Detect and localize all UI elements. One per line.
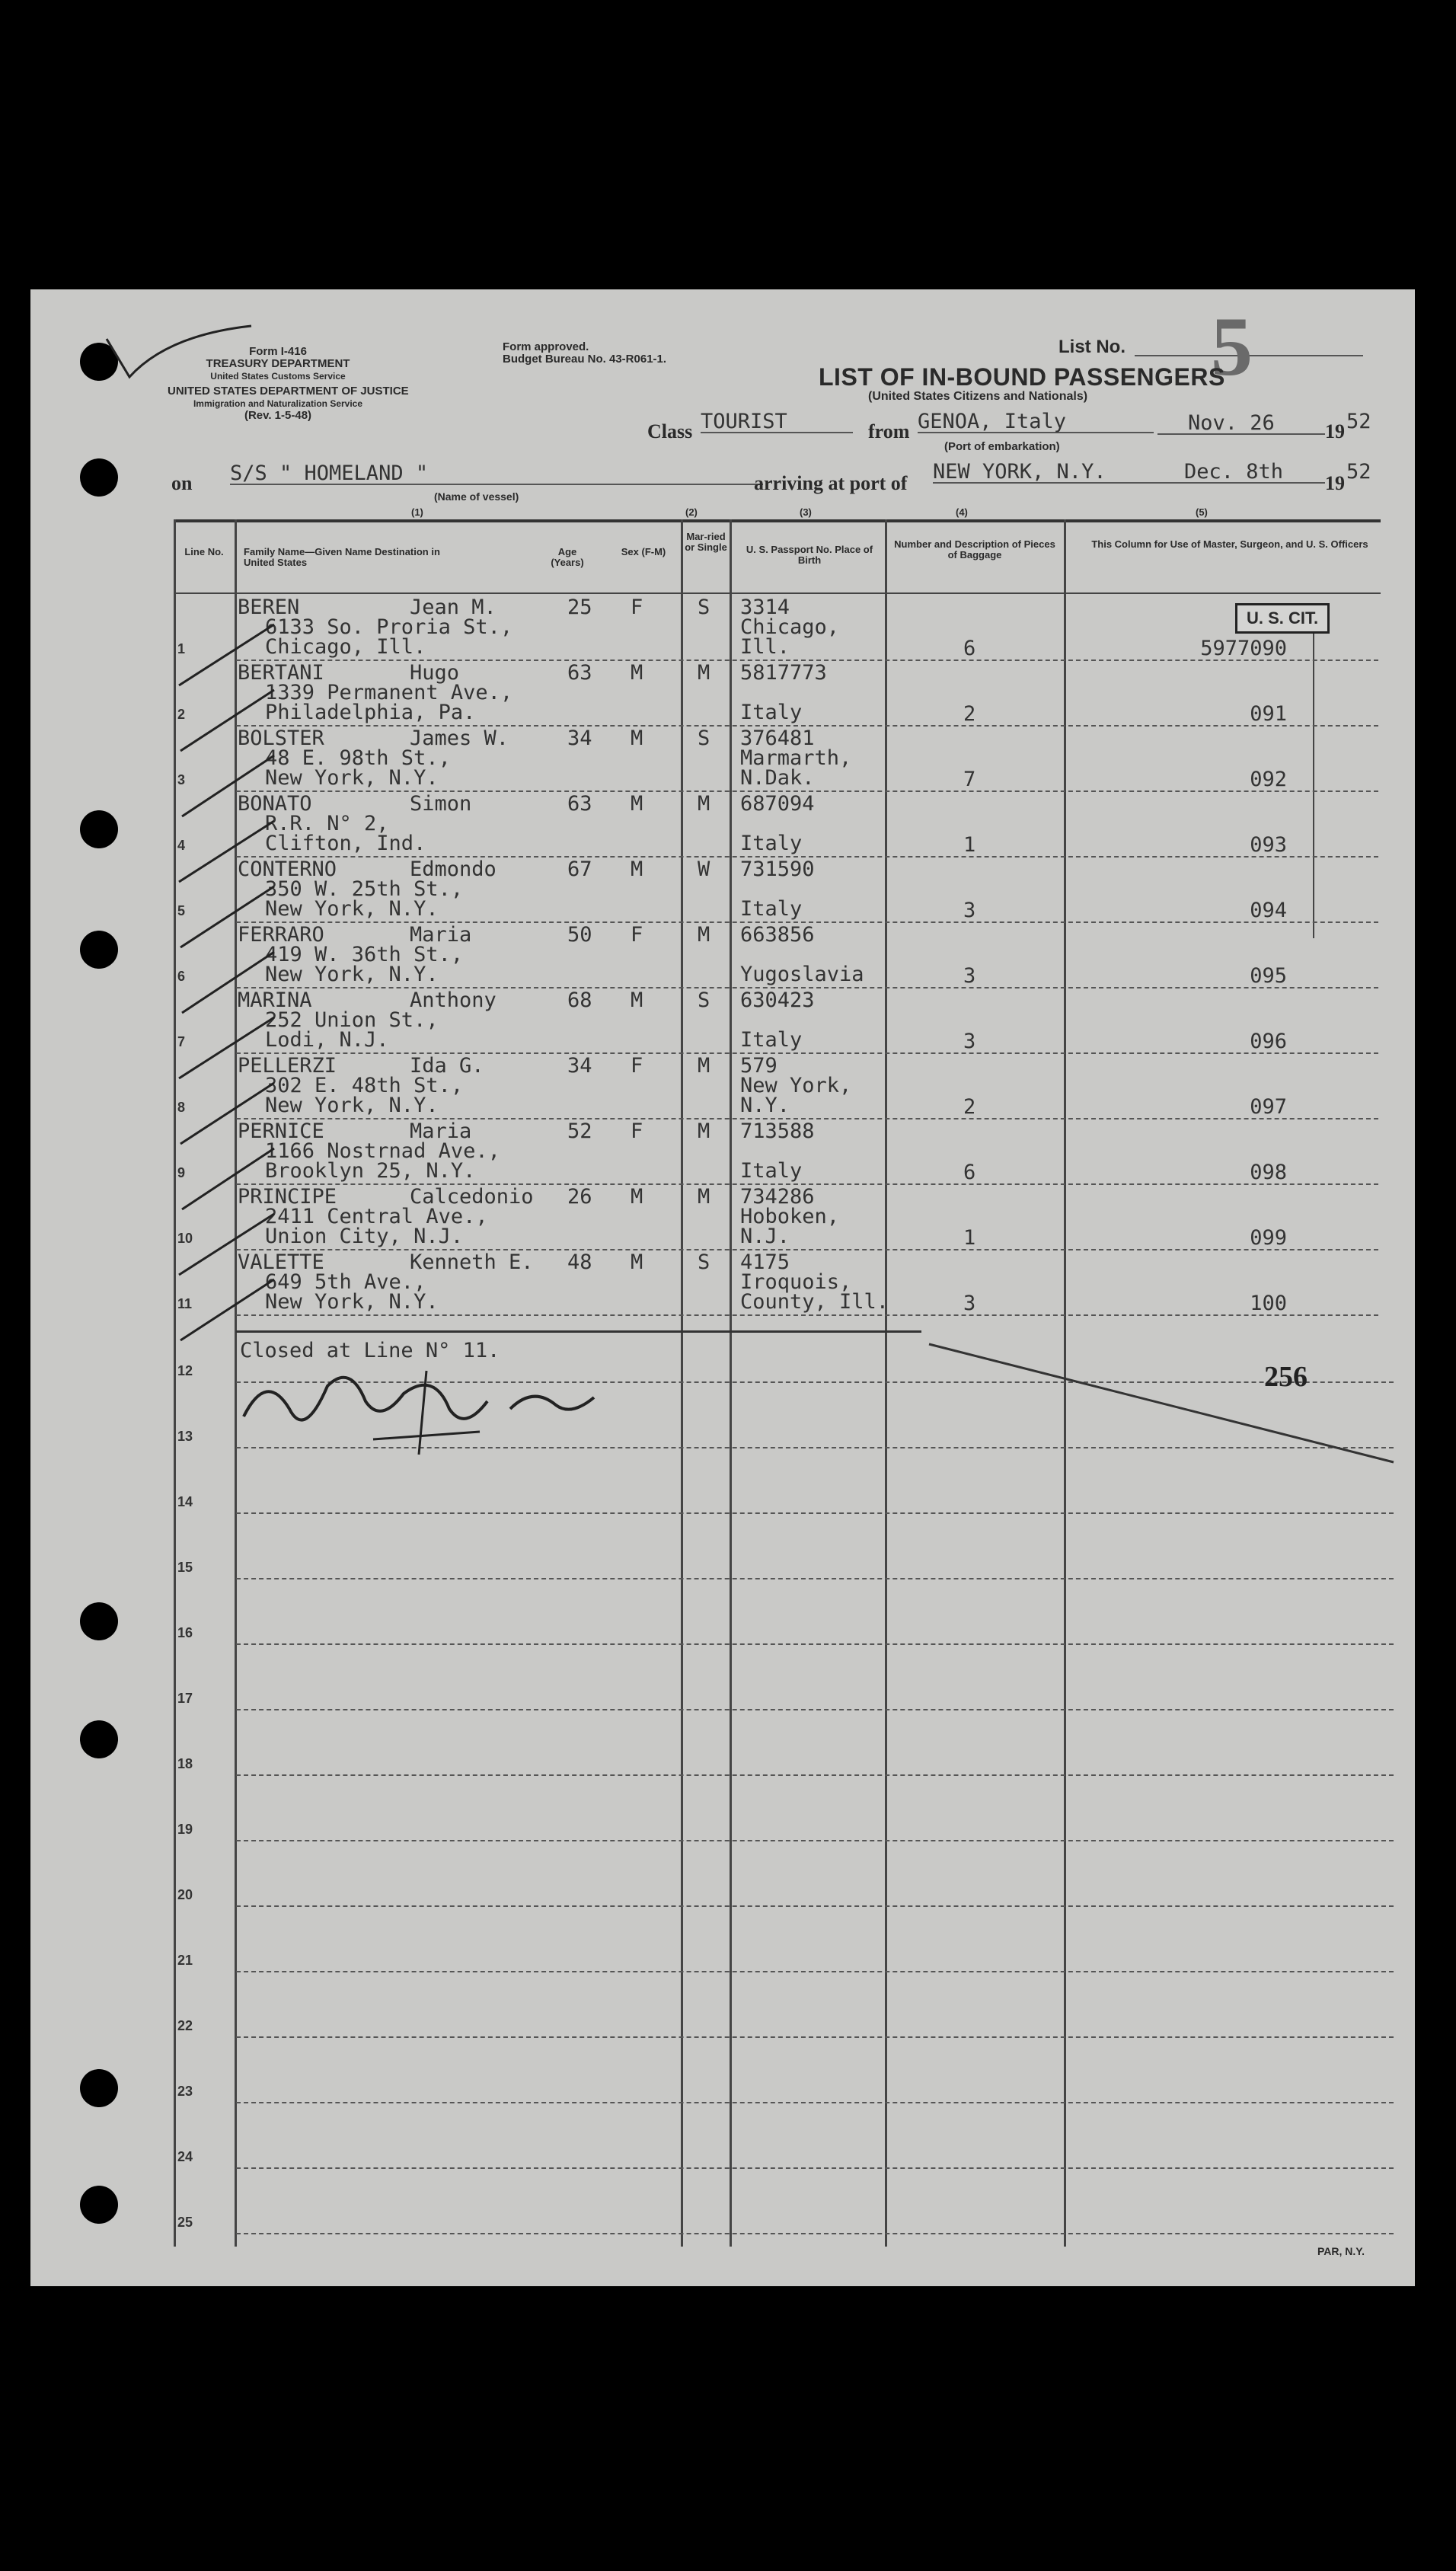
age: 67 bbox=[567, 858, 592, 881]
from-label: from bbox=[868, 420, 910, 442]
address-street: 649 5th Ave., bbox=[265, 1270, 426, 1294]
passport-number: 376481 bbox=[740, 727, 815, 750]
place-of-birth-1: Chicago, bbox=[740, 615, 840, 639]
line-number: 21 bbox=[177, 1953, 193, 1968]
sex: M bbox=[631, 1250, 643, 1274]
row-divider bbox=[236, 1643, 1394, 1645]
place-of-birth-2: Italy bbox=[740, 897, 803, 921]
arrival-port: NEW YORK, N.Y. bbox=[933, 462, 1161, 484]
given-name: Maria bbox=[410, 923, 472, 947]
family-name: BONATO bbox=[238, 792, 312, 816]
us-citizen-stamp: U. S. CIT. bbox=[1235, 603, 1330, 634]
officer-number: 092 bbox=[1250, 768, 1287, 791]
passport-number: 3314 bbox=[740, 596, 790, 619]
punch-hole bbox=[80, 458, 118, 497]
punch-hole bbox=[80, 2069, 118, 2107]
officer-number: 096 bbox=[1250, 1030, 1287, 1053]
address-city: Philadelphia, Pa. bbox=[265, 701, 476, 724]
col-num-4: (4) bbox=[956, 506, 968, 518]
passport-number: 5817773 bbox=[740, 661, 827, 685]
dept-justice: UNITED STATES DEPARTMENT OF JUSTICE bbox=[168, 385, 409, 398]
line-number: 3 bbox=[177, 772, 186, 787]
officer-number: 5977090 bbox=[1200, 637, 1287, 660]
col-num-5: (5) bbox=[1196, 506, 1208, 518]
family-name: PERNICE bbox=[238, 1119, 324, 1143]
officer-number: 097 bbox=[1250, 1095, 1287, 1119]
family-name: FERRARO bbox=[238, 923, 324, 947]
row-divider bbox=[236, 1578, 1394, 1579]
arriving-label: arriving at port of bbox=[754, 472, 908, 494]
place-of-birth-2: N.Dak. bbox=[740, 766, 815, 790]
place-of-birth-2: N.J. bbox=[740, 1225, 790, 1248]
line-number: 16 bbox=[177, 1625, 193, 1640]
header-sex: Sex (F-M) bbox=[621, 546, 666, 557]
passport-number: 663856 bbox=[740, 923, 815, 947]
family-name: VALETTE bbox=[238, 1250, 324, 1274]
list-no-label: List No. bbox=[1058, 337, 1126, 357]
arrival-date: Dec. 8th bbox=[1161, 462, 1325, 484]
age: 34 bbox=[567, 727, 592, 750]
address-street: 252 Union St., bbox=[265, 1008, 439, 1032]
address-street: 419 W. 36th St., bbox=[265, 943, 464, 966]
passport-number: 630423 bbox=[740, 988, 815, 1012]
form-sheet bbox=[30, 289, 1415, 2286]
handwritten-signature bbox=[236, 1356, 663, 1462]
line-number: 24 bbox=[177, 2149, 193, 2164]
age: 25 bbox=[567, 596, 592, 619]
given-name: Jean M. bbox=[410, 596, 497, 619]
line-number: 12 bbox=[177, 1363, 193, 1378]
line-number: 22 bbox=[177, 2018, 193, 2033]
age: 26 bbox=[567, 1185, 592, 1209]
passport-number: 713588 bbox=[740, 1119, 815, 1143]
address-street: 1339 Permanent Ave., bbox=[265, 681, 513, 704]
place-of-birth-1: Marmarth, bbox=[740, 746, 852, 770]
row-divider bbox=[236, 1249, 1378, 1250]
officer-number: 098 bbox=[1250, 1161, 1287, 1184]
given-name: James W. bbox=[410, 727, 509, 750]
line-number: 2 bbox=[177, 707, 186, 722]
row-divider bbox=[236, 1709, 1394, 1710]
baggage-count: 3 bbox=[963, 1030, 976, 1053]
sex: F bbox=[631, 596, 643, 619]
tally-mark bbox=[182, 1148, 274, 1209]
tally-mark bbox=[179, 624, 274, 685]
family-name: BEREN bbox=[238, 596, 300, 619]
given-name: Anthony bbox=[410, 988, 497, 1012]
baggage-count: 1 bbox=[963, 1226, 976, 1250]
marital-status: M bbox=[698, 923, 710, 947]
embark-year-prefix: 19 bbox=[1325, 420, 1345, 442]
address-street: 302 E. 48th St., bbox=[265, 1074, 464, 1097]
passport-number: 734286 bbox=[740, 1185, 815, 1209]
passport-number: 731590 bbox=[740, 858, 815, 881]
given-name: Edmondo bbox=[410, 858, 497, 881]
address-street: R.R. N° 2, bbox=[265, 812, 389, 835]
address-street: 1166 Nostrnad Ave., bbox=[265, 1139, 500, 1163]
age: 50 bbox=[567, 923, 592, 947]
family-name: CONTERNO bbox=[238, 858, 337, 881]
tally-mark bbox=[180, 1083, 274, 1144]
tally-mark bbox=[179, 1017, 274, 1078]
tally-mark bbox=[179, 821, 274, 882]
header-officers: This Column for Use of Master, Surgeon, and U. S. Officers bbox=[1091, 538, 1368, 550]
header-baggage: Number and Description of Pieces of Baggage bbox=[894, 538, 1055, 561]
sex: M bbox=[631, 661, 643, 685]
punch-hole bbox=[80, 810, 118, 848]
line-number: 7 bbox=[177, 1034, 186, 1049]
sex: M bbox=[631, 792, 643, 816]
address-city: Clifton, Ind. bbox=[265, 832, 426, 855]
sex: M bbox=[631, 858, 643, 881]
sex: M bbox=[631, 988, 643, 1012]
arrival-year-prefix: 19 bbox=[1325, 472, 1345, 494]
embark-port: GENOA, Italy bbox=[918, 411, 1154, 433]
row-divider bbox=[236, 1905, 1394, 1907]
officer-number: 100 bbox=[1250, 1292, 1287, 1315]
on-label: on bbox=[171, 472, 193, 494]
given-name: Calcedonio bbox=[410, 1185, 534, 1209]
line-number: 10 bbox=[177, 1231, 193, 1246]
list-subtitle: (United States Citizens and Nationals) bbox=[868, 390, 1088, 403]
address-city: New York, N.Y. bbox=[265, 766, 439, 790]
officer-number: 095 bbox=[1250, 964, 1287, 988]
marital-status: M bbox=[698, 661, 710, 685]
line-number: 5 bbox=[177, 903, 186, 918]
marital-status: S bbox=[698, 596, 710, 619]
embark-date: Nov. 26 bbox=[1157, 413, 1325, 435]
row-divider bbox=[236, 2233, 1394, 2234]
address-street: 6133 So. Proria St., bbox=[265, 615, 513, 639]
tally-mark bbox=[182, 952, 274, 1013]
family-name: BERTANI bbox=[238, 661, 324, 685]
passport-number: 687094 bbox=[740, 792, 815, 816]
tally-mark bbox=[180, 886, 274, 947]
header-line-no: Line No. bbox=[184, 546, 224, 557]
address-city: New York, N.Y. bbox=[265, 963, 439, 986]
class-label: Class bbox=[647, 420, 693, 442]
place-of-birth-1: New York, bbox=[740, 1074, 852, 1097]
form-number: Form I-416 bbox=[249, 345, 307, 358]
baggage-count: 3 bbox=[963, 1292, 976, 1315]
given-name: Maria bbox=[410, 1119, 472, 1143]
address-street: 48 E. 98th St., bbox=[265, 746, 451, 770]
address-street: 350 W. 25th St., bbox=[265, 877, 464, 901]
col-num-3: (3) bbox=[800, 506, 812, 518]
header-age: Age (Years) bbox=[551, 546, 584, 568]
officer-number: 091 bbox=[1250, 702, 1287, 726]
row-divider bbox=[236, 1971, 1394, 1972]
address-city: Chicago, Ill. bbox=[265, 635, 426, 659]
baggage-count: 2 bbox=[963, 1095, 976, 1119]
line-number: 20 bbox=[177, 1887, 193, 1902]
place-of-birth-2: N.Y. bbox=[740, 1094, 790, 1117]
tally-mark bbox=[179, 1214, 274, 1275]
marital-status: M bbox=[698, 792, 710, 816]
row-divider bbox=[236, 2167, 1394, 2169]
baggage-count: 6 bbox=[963, 1161, 976, 1184]
tally-marks bbox=[145, 579, 300, 1416]
form-revision: (Rev. 1-5-48) bbox=[244, 409, 312, 422]
marital-status: M bbox=[698, 1185, 710, 1209]
baggage-count: 3 bbox=[963, 964, 976, 988]
row-divider bbox=[236, 1512, 1394, 1514]
dept-justice-sub: Immigration and Naturalization Service bbox=[193, 398, 363, 409]
sex: M bbox=[631, 727, 643, 750]
sex: F bbox=[631, 923, 643, 947]
sex: F bbox=[631, 1054, 643, 1078]
age: 52 bbox=[567, 1119, 592, 1143]
place-of-birth-2: County, Ill. bbox=[740, 1290, 889, 1314]
baggage-count: 7 bbox=[963, 768, 976, 791]
age: 34 bbox=[567, 1054, 592, 1078]
passport-number: 4175 bbox=[740, 1250, 790, 1274]
address-city: Brooklyn 25, N.Y. bbox=[265, 1159, 476, 1183]
list-number: 5 bbox=[1211, 300, 1253, 393]
header-name: Family Name—Given Name Destination in United States bbox=[244, 546, 440, 568]
sex: F bbox=[631, 1119, 643, 1143]
line-number: 25 bbox=[177, 2215, 193, 2230]
line-number: 4 bbox=[177, 838, 186, 853]
punch-hole bbox=[80, 2186, 118, 2224]
given-name: Simon bbox=[410, 792, 472, 816]
line-number: 18 bbox=[177, 1756, 193, 1771]
age: 63 bbox=[567, 792, 592, 816]
header-married: Mar-ried or Single bbox=[685, 531, 727, 553]
row-divider bbox=[236, 1314, 1378, 1316]
marital-status: S bbox=[698, 727, 710, 750]
address-city: New York, N.Y. bbox=[265, 897, 439, 921]
closed-note: Closed at Line N° 11. bbox=[240, 1339, 500, 1362]
family-name: MARINA bbox=[238, 988, 312, 1012]
address-street: 2411 Central Ave., bbox=[265, 1205, 488, 1228]
place-of-birth-2: Yugoslavia bbox=[740, 963, 864, 986]
place-of-birth-1: Hoboken, bbox=[740, 1205, 840, 1228]
sex: M bbox=[631, 1185, 643, 1209]
address-city: Lodi, N.J. bbox=[265, 1028, 389, 1052]
header-passport: U. S. Passport No. Place of Birth bbox=[746, 544, 873, 566]
dept-treasury: TREASURY DEPARTMENT bbox=[206, 357, 350, 370]
line-number: 11 bbox=[177, 1296, 193, 1311]
address-city: New York, N.Y. bbox=[265, 1094, 439, 1117]
given-name: Kenneth E. bbox=[410, 1250, 534, 1274]
line-number: 9 bbox=[177, 1165, 186, 1180]
row-divider bbox=[236, 2036, 1394, 2038]
total-count: 256 bbox=[1264, 1361, 1308, 1393]
given-name: Hugo bbox=[410, 661, 460, 685]
tally-mark bbox=[180, 690, 274, 751]
punch-hole bbox=[80, 1602, 118, 1640]
given-name: Ida G. bbox=[410, 1054, 484, 1078]
line-number: 13 bbox=[177, 1429, 193, 1444]
place-of-birth-2: Italy bbox=[740, 1028, 803, 1052]
dept-treasury-sub: United States Customs Service bbox=[210, 371, 346, 382]
place-of-birth-2: Italy bbox=[740, 1159, 803, 1183]
vessel-caption: (Name of vessel) bbox=[434, 490, 519, 503]
family-name: BOLSTER bbox=[238, 727, 324, 750]
marital-status: S bbox=[698, 1250, 710, 1274]
line-number: 8 bbox=[177, 1100, 186, 1115]
officer-number: 099 bbox=[1250, 1226, 1287, 1250]
col-num-2: (2) bbox=[685, 506, 698, 518]
baggage-count: 1 bbox=[963, 833, 976, 857]
class-value: TOURIST bbox=[701, 411, 853, 433]
place-of-birth-2: Italy bbox=[740, 832, 803, 855]
line-number: 1 bbox=[177, 641, 186, 656]
age: 48 bbox=[567, 1250, 592, 1274]
officer-number: 094 bbox=[1250, 899, 1287, 922]
printer-mark: PAR, N.Y. bbox=[1317, 2245, 1365, 2257]
row-divider bbox=[236, 1840, 1394, 1841]
address-city: New York, N.Y. bbox=[265, 1290, 439, 1314]
row-divider bbox=[236, 1774, 1394, 1776]
officer-number: 093 bbox=[1250, 833, 1287, 857]
baggage-count: 6 bbox=[963, 637, 976, 660]
arrival-year-suffix: 52 bbox=[1346, 460, 1371, 484]
marital-status: M bbox=[698, 1119, 710, 1143]
place-of-birth-2: Ill. bbox=[740, 635, 790, 659]
age: 63 bbox=[567, 661, 592, 685]
age: 68 bbox=[567, 988, 592, 1012]
port-embark-caption: (Port of embarkation) bbox=[944, 440, 1060, 453]
address-city: Union City, N.J. bbox=[265, 1225, 464, 1248]
family-name: PRINCIPE bbox=[238, 1185, 337, 1209]
budget-bureau-no: Budget Bureau No. 43-R061-1. bbox=[503, 353, 667, 366]
form-approved: Form approved. bbox=[503, 340, 589, 353]
embark-year-suffix: 52 bbox=[1346, 410, 1371, 433]
marital-status: S bbox=[698, 988, 710, 1012]
family-name: PELLERZI bbox=[238, 1054, 337, 1078]
line-number: 23 bbox=[177, 2084, 193, 2099]
punch-hole bbox=[80, 931, 118, 969]
marital-status: M bbox=[698, 1054, 710, 1078]
place-of-birth-1: Iroquois, bbox=[740, 1270, 852, 1294]
place-of-birth-2: Italy bbox=[740, 701, 803, 724]
row-divider bbox=[236, 1052, 1378, 1054]
vessel-name: S/S " HOMELAND " bbox=[230, 463, 763, 485]
list-title: LIST OF IN-BOUND PASSENGERS bbox=[819, 363, 1225, 391]
closing-strike-line bbox=[921, 1325, 1415, 1477]
line-number: 15 bbox=[177, 1560, 193, 1575]
line-number: 19 bbox=[177, 1822, 193, 1837]
baggage-count: 3 bbox=[963, 899, 976, 922]
punch-hole bbox=[80, 1720, 118, 1758]
baggage-count: 2 bbox=[963, 702, 976, 726]
row-divider bbox=[236, 2102, 1394, 2103]
line-number: 17 bbox=[177, 1691, 193, 1706]
col-num-1: (1) bbox=[411, 506, 423, 518]
passport-number: 579 bbox=[740, 1054, 777, 1078]
marital-status: W bbox=[698, 858, 710, 881]
line-number: 6 bbox=[177, 969, 186, 984]
tally-mark bbox=[182, 755, 274, 816]
line-number: 14 bbox=[177, 1494, 193, 1509]
